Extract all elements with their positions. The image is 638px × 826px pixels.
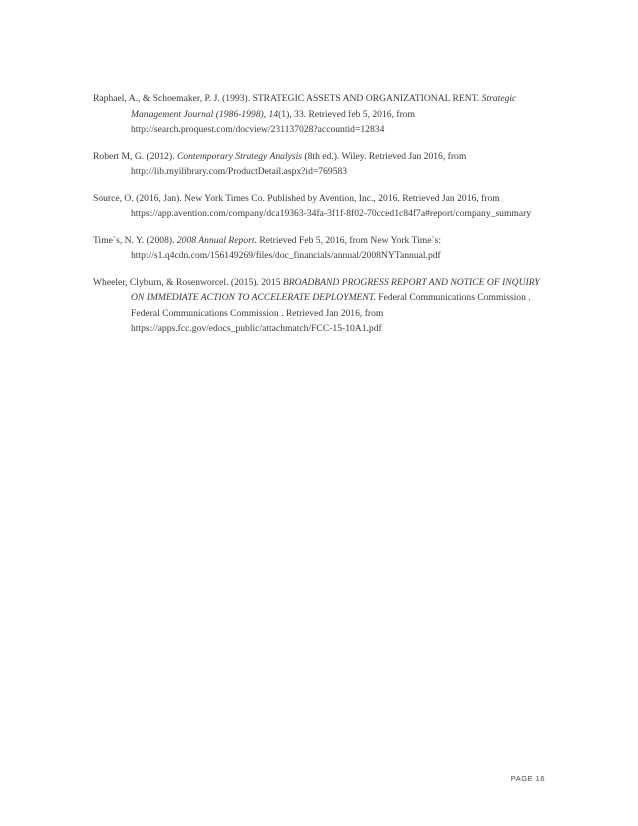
reference-text: Federal Communications Commission . Federal Communications Commission . Retrieved Jan 2016, from https://apps.fcc.gov/edocs_public/attachmatch/FCC-15-10A1.pdf [131, 292, 531, 334]
reference-text: Time`s, N. Y. (2008). [93, 234, 177, 246]
reference-entry [93, 91, 553, 138]
reference-list [93, 91, 553, 348]
reference-text: Source, O. (2016, Jan). New York Times Co. Published by Avention, Inc., 2016. Retrieved Jan 2016, from https://app.avention.com/company/dca19363-34fa-3f1f-8f02-70cced1c84f7a#report/company_summary [93, 192, 532, 219]
reference-text: . Retrieved Feb 5, 2016, from New York Time`s: http://s1.q4cdn.com/156149269/files/doc_financials/annual/2008NYTannual.pdf [131, 234, 442, 261]
reference-entry [93, 191, 553, 222]
reference-text: Raphael, A., & Schoemaker, P. J. (1993). STRATEGIC ASSETS AND ORGANIZATIONAL RENT. [93, 93, 482, 104]
reference-italic-title: Contemporary Strategy Analysis [176, 150, 303, 162]
reference-entry [93, 233, 553, 264]
reference-entry [93, 149, 553, 180]
reference-text: Robert M, G. (2012). [93, 150, 177, 162]
reference-italic-title: Strategic Management Journal (1986-1998), 14 [131, 93, 517, 120]
reference-text: (8th ed.). Wiley. Retrieved Jan 2016, from http://lib.myilibrary.com/ProductDetail.aspx?id=769583 [131, 150, 467, 177]
page-number: PAGE 16 [510, 774, 545, 783]
reference-italic-title: BROADBAND PROGRESS REPORT AND NOTICE OF INQUIRY ON IMMEDIATE ACTION TO ACCELERATE DEPLOYMENT. [131, 276, 540, 303]
reference-text: Wheeler, Clyburn, & Rosenworcel. (2015). 2015 [93, 276, 283, 288]
reference-italic-title: 2008 Annual Report [176, 234, 255, 246]
reference-entry [93, 275, 553, 337]
reference-text: (1), 33. Retrieved feb 5, 2016, from http://search.proquest.com/docview/231137028?accountid=12834 [131, 108, 416, 135]
